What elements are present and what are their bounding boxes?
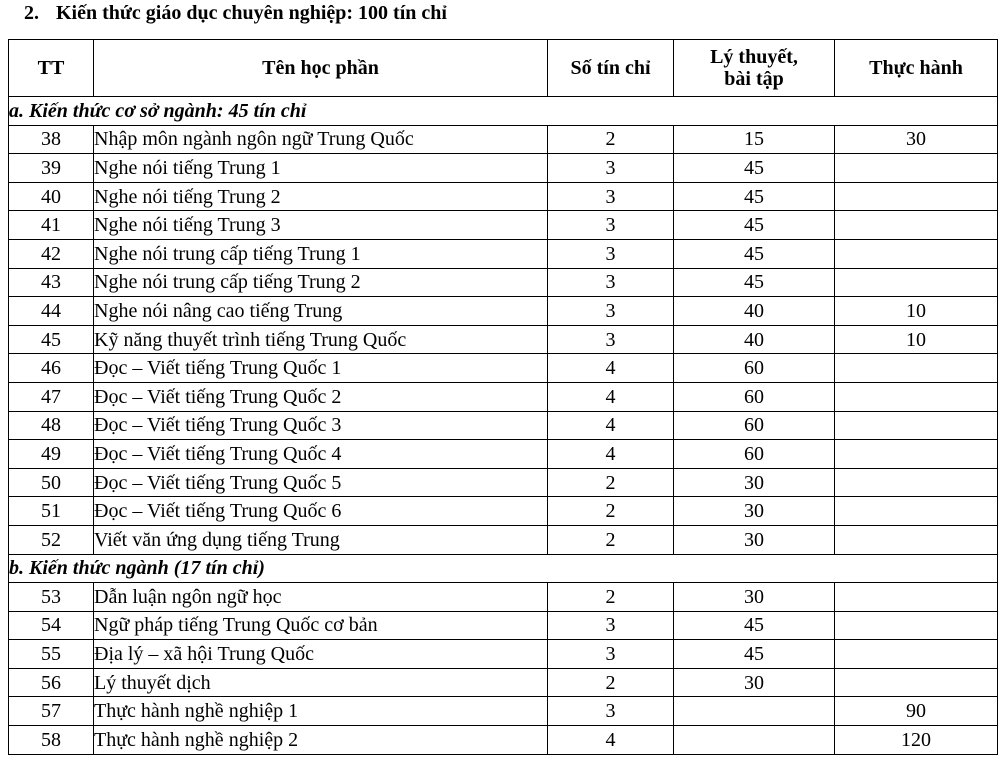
practice-hours-cell [835,525,998,554]
table-row [9,268,998,297]
course-name: Nghe nói tiếng Trung 3 [94,211,548,240]
credits-cell: 3 [548,239,674,268]
course-name: Nghe nói tiếng Trung 1 [94,154,548,183]
theory-hours-cell: 30 [674,468,835,497]
header-practice: Thực hành [835,40,998,97]
theory-hours-cell: 45 [674,640,835,669]
theory-hours-cell: 45 [674,182,835,211]
practice-hours-cell: 120 [835,726,998,755]
table-row [9,697,998,726]
theory-hours-cell: 45 [674,611,835,640]
credits-cell: 3 [548,325,674,354]
row-number: 48 [9,411,94,440]
practice-hours-cell: 10 [835,325,998,354]
row-number: 57 [9,697,94,726]
header-theory-line2: bài tập [724,68,784,90]
section-heading [24,2,447,25]
credits-cell: 2 [548,468,674,497]
theory-hours-cell: 60 [674,382,835,411]
section-b-label: b. Kiến thức ngành (17 tín chỉ) [9,554,998,583]
theory-hours-cell: 30 [674,583,835,612]
course-name: Nghe nói trung cấp tiếng Trung 1 [94,239,548,268]
practice-hours-cell [835,382,998,411]
table-row [9,411,998,440]
section-row-b [9,554,998,583]
row-number: 45 [9,325,94,354]
header-course-name: Tên học phần [94,40,548,97]
row-number: 51 [9,497,94,526]
practice-hours-cell [835,440,998,469]
table-row [9,125,998,154]
credits-cell: 3 [548,297,674,326]
header-credits: Số tín chỉ [548,40,674,97]
table-row [9,525,998,554]
theory-hours-cell: 30 [674,668,835,697]
practice-hours-cell [835,411,998,440]
row-number: 49 [9,440,94,469]
credits-cell: 3 [548,154,674,183]
theory-hours-cell: 45 [674,211,835,240]
credits-cell: 4 [548,440,674,469]
table-row [9,668,998,697]
practice-hours-cell [835,268,998,297]
section-title: Kiến thức giáo dục chuyên nghiệp: 100 tín chỉ [56,2,447,24]
table-row [9,611,998,640]
table-row [9,182,998,211]
header-tt: TT [9,40,94,97]
practice-hours-cell [835,154,998,183]
credits-cell: 4 [548,354,674,383]
credits-cell: 2 [548,583,674,612]
practice-hours-cell [835,468,998,497]
practice-hours-cell [835,239,998,268]
credits-cell: 3 [548,268,674,297]
course-name: Đọc – Viết tiếng Trung Quốc 6 [94,497,548,526]
theory-hours-cell: 45 [674,154,835,183]
course-name: Lý thuyết dịch [94,668,548,697]
practice-hours-cell [835,497,998,526]
row-number: 53 [9,583,94,612]
credits-cell: 3 [548,211,674,240]
table-row [9,583,998,612]
course-name: Nghe nói trung cấp tiếng Trung 2 [94,268,548,297]
row-number: 42 [9,239,94,268]
course-name: Nhập môn ngành ngôn ngữ Trung Quốc [94,125,548,154]
row-number: 44 [9,297,94,326]
credits-cell: 4 [548,726,674,755]
row-number: 41 [9,211,94,240]
course-name: Địa lý – xã hội Trung Quốc [94,640,548,669]
course-name: Dẫn luận ngôn ngữ học [94,583,548,612]
practice-hours-cell [835,611,998,640]
row-number: 46 [9,354,94,383]
credits-cell: 3 [548,182,674,211]
theory-hours-cell: 45 [674,268,835,297]
credits-cell: 4 [548,411,674,440]
course-name: Nghe nói nâng cao tiếng Trung [94,297,548,326]
table-body [9,97,998,755]
course-name: Đọc – Viết tiếng Trung Quốc 3 [94,411,548,440]
table-header-row [9,40,998,97]
course-name: Đọc – Viết tiếng Trung Quốc 4 [94,440,548,469]
header-theory-line1: Lý thuyết, [710,46,798,68]
section-row-a [9,97,998,126]
theory-hours-cell: 45 [674,239,835,268]
table-row [9,325,998,354]
table-row [9,297,998,326]
theory-hours-cell: 40 [674,325,835,354]
practice-hours-cell: 90 [835,697,998,726]
table-row [9,354,998,383]
row-number: 54 [9,611,94,640]
row-number: 58 [9,726,94,755]
table-row [9,154,998,183]
table-row [9,440,998,469]
theory-hours-cell [674,726,835,755]
practice-hours-cell [835,583,998,612]
row-number: 43 [9,268,94,297]
credits-cell: 2 [548,497,674,526]
theory-hours-cell: 15 [674,125,835,154]
practice-hours-cell [835,668,998,697]
course-name: Đọc – Viết tiếng Trung Quốc 2 [94,382,548,411]
row-number: 52 [9,525,94,554]
table-row [9,468,998,497]
course-name: Thực hành nghề nghiệp 2 [94,726,548,755]
row-number: 47 [9,382,94,411]
practice-hours-cell: 30 [835,125,998,154]
row-number: 38 [9,125,94,154]
credits-cell: 3 [548,697,674,726]
credits-cell: 2 [548,668,674,697]
curriculum-table [8,39,998,755]
credits-cell: 2 [548,125,674,154]
theory-hours-cell: 60 [674,411,835,440]
row-number: 50 [9,468,94,497]
section-number: 2. [24,2,39,24]
section-a-label: a. Kiến thức cơ sở ngành: 45 tín chỉ [9,97,998,126]
course-name: Viết văn ứng dụng tiếng Trung [94,525,548,554]
row-number: 40 [9,182,94,211]
table-row [9,211,998,240]
course-name: Nghe nói tiếng Trung 2 [94,182,548,211]
row-number: 55 [9,640,94,669]
theory-hours-cell: 40 [674,297,835,326]
practice-hours-cell [835,211,998,240]
theory-hours-cell: 60 [674,440,835,469]
credits-cell: 2 [548,525,674,554]
table-row [9,239,998,268]
theory-hours-cell: 30 [674,497,835,526]
row-number: 39 [9,154,94,183]
credits-cell: 3 [548,640,674,669]
course-name: Thực hành nghề nghiệp 1 [94,697,548,726]
theory-hours-cell: 60 [674,354,835,383]
credits-cell: 4 [548,382,674,411]
table-row [9,640,998,669]
row-number: 56 [9,668,94,697]
credits-cell: 3 [548,611,674,640]
practice-hours-cell: 10 [835,297,998,326]
course-name: Đọc – Viết tiếng Trung Quốc 5 [94,468,548,497]
practice-hours-cell [835,182,998,211]
course-name: Đọc – Viết tiếng Trung Quốc 1 [94,354,548,383]
table-row [9,382,998,411]
table-row [9,497,998,526]
theory-hours-cell: 30 [674,525,835,554]
theory-hours-cell [674,697,835,726]
practice-hours-cell [835,354,998,383]
header-theory [674,40,835,97]
course-name: Kỹ năng thuyết trình tiếng Trung Quốc [94,325,548,354]
course-name: Ngữ pháp tiếng Trung Quốc cơ bản [94,611,548,640]
table-row [9,726,998,755]
practice-hours-cell [835,640,998,669]
